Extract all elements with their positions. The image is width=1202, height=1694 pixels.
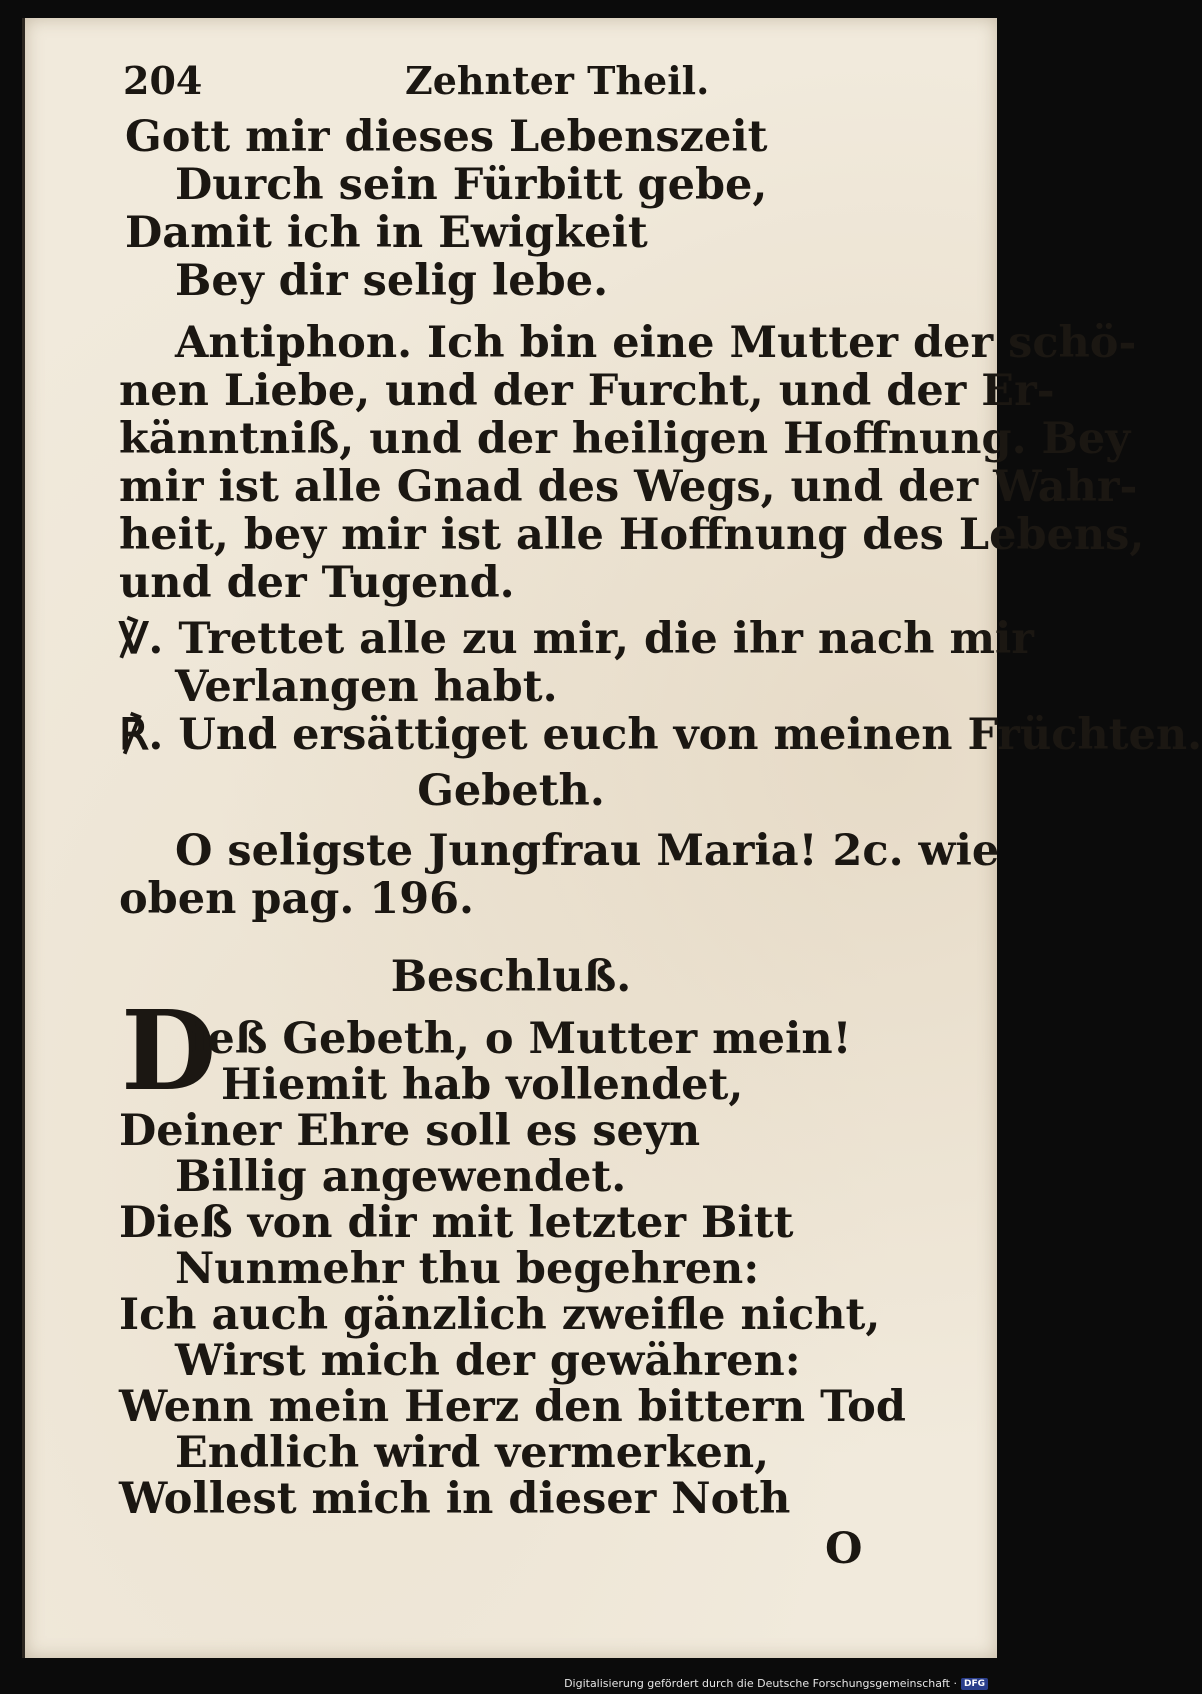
- drop-cap: D: [121, 986, 217, 1115]
- prayer-line: oben pag. 196.: [119, 874, 475, 924]
- closing-verse-line: Ich auch gänzlich zweifle nicht,: [119, 1290, 881, 1340]
- closing-verse-line: Hiemit hab vollendet,: [221, 1060, 744, 1110]
- closing-verse-line: Wirst mich der gewähren:: [175, 1336, 801, 1386]
- verse-line: Gott mir dieses Lebenszeit: [125, 112, 768, 162]
- book-page: [22, 18, 1202, 1658]
- antiphon-line: heit, bey mir ist alle Hoffnung des Lebens,: [119, 510, 1145, 560]
- page-number: 204: [123, 58, 203, 103]
- digitization-credit: [564, 1677, 988, 1690]
- antiphon-line: mir ist alle Gnad des Wegs, und der Wahr-: [119, 462, 1138, 512]
- credit-text: Digitalisierung gefördert durch die Deutsche Forschungsgemeinschaft ·: [564, 1677, 957, 1690]
- antiphon-line: Antiphon. Ich bin eine Mutter der schö-: [175, 318, 1137, 368]
- closing-verse-line: Billig angewendet.: [175, 1152, 627, 1202]
- closing-verse-line: Deiner Ehre soll es seyn: [119, 1106, 701, 1156]
- running-title: Zehnter Theil.: [405, 58, 710, 103]
- closing-verse-line: ieß Gebeth, o Mutter mein!: [191, 1014, 852, 1064]
- catchword: O: [825, 1524, 863, 1574]
- gebeth-heading: Gebeth.: [417, 766, 605, 816]
- antiphon-line: nen Liebe, und der Furcht, und der Er-: [119, 366, 1055, 416]
- antiphon-line: känntniß, und der heiligen Hoffnung. Bey: [119, 414, 1131, 464]
- prayer-line: O seligste Jungfrau Maria! 2c. wie: [175, 826, 1000, 876]
- verse-line: Damit ich in Ewigkeit: [125, 208, 648, 258]
- closing-verse-line: Wenn mein Herz den bittern Tod: [119, 1382, 906, 1432]
- closing-verse-line: Nunmehr thu begehren:: [175, 1244, 760, 1294]
- closing-verse-line: Wollest mich in dieser Noth: [119, 1474, 791, 1524]
- versicle-line: ℣. Trettet alle zu mir, die ihr nach mir: [119, 614, 1034, 664]
- verse-line: Durch sein Fürbitt gebe,: [175, 160, 768, 210]
- dfg-logo: DFG: [961, 1678, 988, 1690]
- versicle-line: Verlangen habt.: [175, 662, 558, 712]
- closing-verse-line: Endlich wird vermerken,: [175, 1428, 770, 1478]
- beschluss-heading: Beschluß.: [390, 952, 632, 1002]
- closing-verse-line: Dieß von dir mit letzter Bitt: [119, 1198, 794, 1248]
- response-line: ℟. Und ersättiget euch von meinen Früchten.: [119, 710, 1202, 760]
- antiphon-line: und der Tugend.: [119, 558, 515, 608]
- verse-line: Bey dir selig lebe.: [175, 256, 609, 306]
